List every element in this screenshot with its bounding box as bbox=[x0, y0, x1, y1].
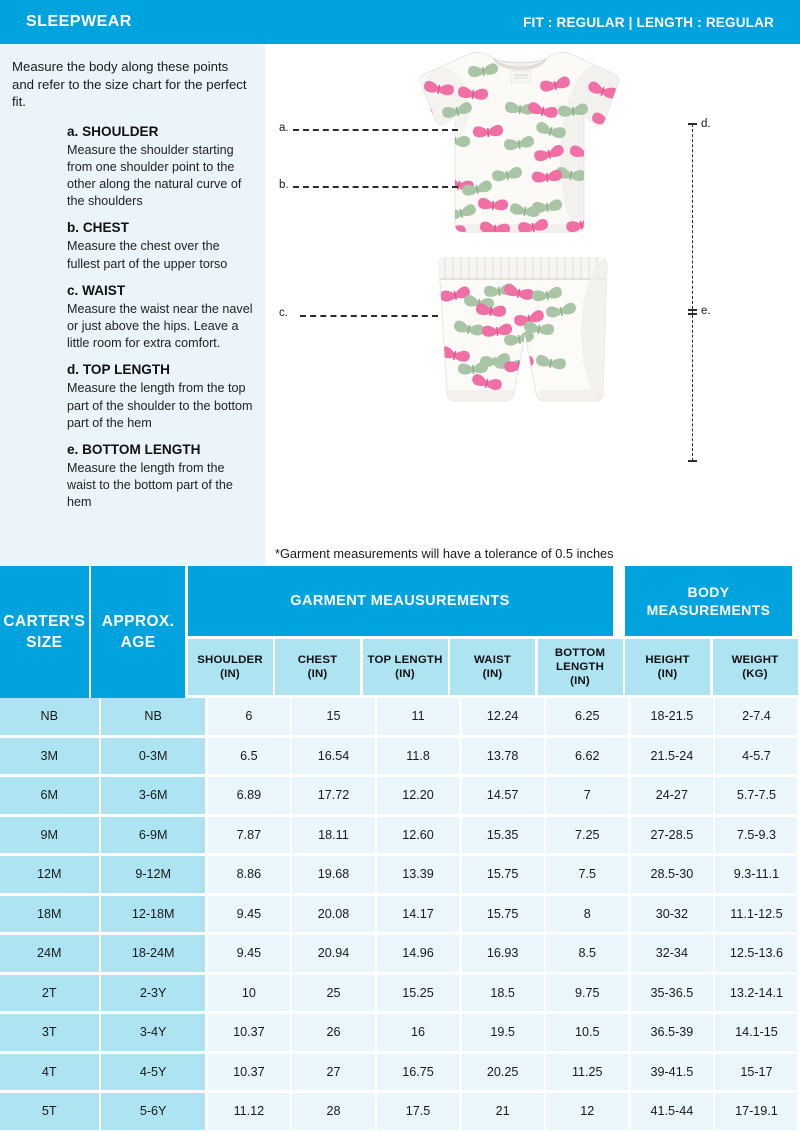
header-unit: (IN) bbox=[307, 668, 328, 680]
cell-weight: 14.1-15 bbox=[715, 1014, 797, 1051]
cell-waist: 16.93 bbox=[462, 935, 544, 972]
cell-age: 5-6Y bbox=[101, 1093, 205, 1130]
table-row bbox=[0, 1014, 800, 1054]
cell-chest: 19.68 bbox=[292, 856, 374, 893]
cell-shoulder: 10 bbox=[208, 975, 290, 1012]
bottom-length-measure-line bbox=[692, 310, 693, 461]
cell-bottom-length: 9.75 bbox=[546, 975, 628, 1012]
cell-shoulder: 6.5 bbox=[208, 738, 290, 775]
cell-waist: 15.35 bbox=[462, 817, 544, 854]
cell-age: 0-3M bbox=[101, 738, 205, 775]
cell-weight: 12.5-13.6 bbox=[715, 935, 797, 972]
cell-size: 3T bbox=[0, 1014, 99, 1051]
label-b: b. bbox=[279, 179, 289, 191]
instructions-panel bbox=[0, 44, 265, 566]
cell-shoulder: 6 bbox=[208, 698, 290, 735]
step-title: e. BOTTOM LENGTH bbox=[67, 441, 201, 457]
cell-top-length: 13.39 bbox=[377, 856, 459, 893]
step-body: Measure the length from the top part of the shoulder to the bottom part of the hem bbox=[67, 381, 253, 430]
cell-size: 3M bbox=[0, 738, 99, 775]
header-top-length bbox=[363, 639, 448, 695]
shorts-icon bbox=[433, 252, 633, 417]
cell-size: 12M bbox=[0, 856, 99, 893]
instructions-intro: Measure the body along these points and refer to the size chart for the perfect fit. bbox=[12, 59, 247, 109]
cell-top-length: 12.60 bbox=[377, 817, 459, 854]
garment-sub-header-row bbox=[188, 639, 626, 698]
cell-size: NB bbox=[0, 698, 99, 735]
cell-shoulder: 7.87 bbox=[208, 817, 290, 854]
cell-age: 2-3Y bbox=[101, 975, 205, 1012]
cell-chest: 25 bbox=[292, 975, 374, 1012]
cell-age: 9-12M bbox=[101, 856, 205, 893]
table-row bbox=[0, 856, 800, 896]
cell-waist: 15.75 bbox=[462, 896, 544, 933]
cell-height: 28.5-30 bbox=[631, 856, 713, 893]
cell-bottom-length: 8.5 bbox=[546, 935, 628, 972]
measurement-step-shoulder bbox=[67, 123, 253, 211]
header-text: HEIGHT bbox=[645, 654, 690, 666]
measurement-step-top-length bbox=[67, 361, 253, 432]
table-body bbox=[0, 698, 800, 1132]
cell-weight: 11.1-12.5 bbox=[715, 896, 797, 933]
waist-measure-line bbox=[300, 315, 438, 317]
cell-height: 39-41.5 bbox=[631, 1054, 713, 1091]
chest-measure-line bbox=[293, 186, 458, 188]
step-body: Measure the chest over the fullest part of the upper torso bbox=[67, 239, 228, 271]
cell-shoulder: 11.12 bbox=[208, 1093, 290, 1130]
header-unit: (KG) bbox=[742, 668, 768, 680]
cell-top-length: 11 bbox=[377, 698, 459, 735]
cell-age: 6-9M bbox=[101, 817, 205, 854]
label-e: e. bbox=[701, 305, 711, 317]
header-chest bbox=[275, 639, 360, 695]
tolerance-note: *Garment measurements will have a tolerance of 0.5 inches bbox=[275, 546, 614, 561]
cell-height: 35-36.5 bbox=[631, 975, 713, 1012]
cell-size: 9M bbox=[0, 817, 99, 854]
cell-chest: 18.11 bbox=[292, 817, 374, 854]
cell-chest: 15 bbox=[292, 698, 374, 735]
header-height bbox=[625, 639, 710, 695]
cell-top-length: 16 bbox=[377, 1014, 459, 1051]
cell-waist: 14.57 bbox=[462, 777, 544, 814]
header-approx-age: APPROX. AGE bbox=[91, 566, 185, 698]
table-row bbox=[0, 896, 800, 936]
cell-waist: 19.5 bbox=[462, 1014, 544, 1051]
table-row bbox=[0, 698, 800, 738]
table-row bbox=[0, 1054, 800, 1094]
cell-height: 32-34 bbox=[631, 935, 713, 972]
cell-size: 24M bbox=[0, 935, 99, 972]
tshirt-icon bbox=[415, 48, 660, 243]
cell-size: 6M bbox=[0, 777, 99, 814]
header-text: SHOULDER bbox=[197, 654, 263, 666]
cell-bottom-length: 6.25 bbox=[546, 698, 628, 735]
shorts-illustration bbox=[433, 252, 633, 417]
cell-chest: 27 bbox=[292, 1054, 374, 1091]
table-row bbox=[0, 935, 800, 975]
step-title: c. WAIST bbox=[67, 282, 126, 298]
header-text: TOP LENGTH bbox=[367, 654, 443, 666]
measurement-step-bottom-length bbox=[67, 441, 253, 512]
table-row bbox=[0, 817, 800, 857]
cell-age: 3-6M bbox=[101, 777, 205, 814]
cell-weight: 15-17 bbox=[715, 1054, 797, 1091]
step-title: b. CHEST bbox=[67, 220, 129, 236]
cell-top-length: 17.5 bbox=[377, 1093, 459, 1130]
step-body: Measure the waist near the navel or just above the hips. Leave a little room for extra comfort. bbox=[67, 301, 253, 351]
page-header-bar bbox=[0, 0, 800, 44]
cell-shoulder: 10.37 bbox=[208, 1014, 290, 1051]
header-weight bbox=[713, 639, 798, 695]
shoulder-measure-line bbox=[293, 129, 458, 131]
step-title: d. TOP LENGTH bbox=[67, 362, 170, 378]
header-unit: (IN) bbox=[482, 668, 503, 680]
label-a: a. bbox=[279, 122, 289, 134]
cell-height: 41.5-44 bbox=[631, 1093, 713, 1130]
header-text: WEIGHT bbox=[731, 654, 779, 666]
cell-chest: 20.08 bbox=[292, 896, 374, 933]
cell-top-length: 15.25 bbox=[377, 975, 459, 1012]
cell-bottom-length: 7 bbox=[546, 777, 628, 814]
header-unit: (IN) bbox=[395, 668, 415, 680]
cell-height: 36.5-39 bbox=[631, 1014, 713, 1051]
cell-chest: 28 bbox=[292, 1093, 374, 1130]
cell-age: 12-18M bbox=[101, 896, 205, 933]
cell-shoulder: 9.45 bbox=[208, 896, 290, 933]
table-header-row bbox=[0, 566, 800, 698]
cell-bottom-length: 7.5 bbox=[546, 856, 628, 893]
cell-age: 3-4Y bbox=[101, 1014, 205, 1051]
cell-size: 2T bbox=[0, 975, 99, 1012]
cell-chest: 20.94 bbox=[292, 935, 374, 972]
cell-bottom-length: 7.25 bbox=[546, 817, 628, 854]
cell-weight: 17-19.1 bbox=[715, 1093, 797, 1130]
cell-age: 18-24M bbox=[101, 935, 205, 972]
cell-weight: 7.5-9.3 bbox=[715, 817, 797, 854]
cell-top-length: 16.75 bbox=[377, 1054, 459, 1091]
cell-shoulder: 9.45 bbox=[208, 935, 290, 972]
table-row bbox=[0, 777, 800, 817]
page-title: SLEEPWEAR bbox=[26, 13, 132, 30]
tshirt-illustration bbox=[415, 48, 660, 243]
measurement-steps-list bbox=[12, 123, 253, 512]
cell-chest: 16.54 bbox=[292, 738, 374, 775]
cell-top-length: 11.8 bbox=[377, 738, 459, 775]
measurement-step-chest bbox=[67, 219, 253, 272]
cell-size: 5T bbox=[0, 1093, 99, 1130]
cell-bottom-length: 8 bbox=[546, 896, 628, 933]
header-garment-measurements: GARMENT MEAUSUREMENTS bbox=[188, 566, 613, 636]
garment-measurements-group bbox=[188, 566, 626, 698]
cell-weight: 9.3-11.1 bbox=[715, 856, 797, 893]
cell-waist: 12.24 bbox=[462, 698, 544, 735]
cell-size: 18M bbox=[0, 896, 99, 933]
header-bottom-length bbox=[538, 639, 623, 695]
cell-height: 18-21.5 bbox=[631, 698, 713, 735]
label-d: d. bbox=[701, 118, 711, 130]
body-sub-header-row bbox=[625, 639, 800, 698]
header-unit: (IN) bbox=[570, 675, 590, 687]
table-row bbox=[0, 975, 800, 1015]
cell-weight: 4-5.7 bbox=[715, 738, 797, 775]
top-length-measure-line bbox=[692, 124, 693, 314]
cell-age: NB bbox=[101, 698, 205, 735]
cell-top-length: 14.17 bbox=[377, 896, 459, 933]
cell-top-length: 12.20 bbox=[377, 777, 459, 814]
cell-chest: 17.72 bbox=[292, 777, 374, 814]
cell-waist: 18.5 bbox=[462, 975, 544, 1012]
header-text: BOTTOM LENGTH bbox=[554, 647, 606, 673]
size-chart-table bbox=[0, 566, 800, 1132]
header-carters-size: CARTER'S SIZE bbox=[0, 566, 89, 698]
cell-height: 21.5-24 bbox=[631, 738, 713, 775]
cell-chest: 26 bbox=[292, 1014, 374, 1051]
header-shoulder bbox=[188, 639, 273, 695]
cell-shoulder: 6.89 bbox=[208, 777, 290, 814]
header-text: WAIST bbox=[473, 654, 512, 666]
cell-age: 4-5Y bbox=[101, 1054, 205, 1091]
table-row bbox=[0, 1093, 800, 1132]
bottom-length-cap-lower bbox=[688, 460, 697, 462]
cell-bottom-length: 6.62 bbox=[546, 738, 628, 775]
body-measurements-group bbox=[625, 566, 800, 698]
step-body: Measure the shoulder starting from one shoulder point to the other along the natural curve of the shoulders bbox=[67, 142, 242, 209]
header-unit: (IN) bbox=[657, 668, 678, 680]
cell-weight: 2-7.4 bbox=[715, 698, 797, 735]
measurement-step-waist bbox=[67, 282, 253, 353]
cell-waist: 20.25 bbox=[462, 1054, 544, 1091]
header-unit: (IN) bbox=[220, 668, 240, 680]
cell-height: 30-32 bbox=[631, 896, 713, 933]
fit-length-info: FIT : REGULAR | LENGTH : REGULAR bbox=[523, 14, 774, 30]
cell-shoulder: 10.37 bbox=[208, 1054, 290, 1091]
cell-waist: 15.75 bbox=[462, 856, 544, 893]
cell-height: 24-27 bbox=[631, 777, 713, 814]
cell-top-length: 14.96 bbox=[377, 935, 459, 972]
cell-weight: 13.2-14.1 bbox=[715, 975, 797, 1012]
cell-height: 27-28.5 bbox=[631, 817, 713, 854]
header-body-measurements: BODY MEASUREMENTS bbox=[625, 566, 792, 636]
cell-bottom-length: 11.25 bbox=[546, 1054, 628, 1091]
cell-weight: 5.7-7.5 bbox=[715, 777, 797, 814]
table-row bbox=[0, 738, 800, 778]
cell-bottom-length: 10.5 bbox=[546, 1014, 628, 1051]
cell-size: 4T bbox=[0, 1054, 99, 1091]
cell-bottom-length: 12 bbox=[546, 1093, 628, 1130]
cell-shoulder: 8.86 bbox=[208, 856, 290, 893]
cell-waist: 21 bbox=[462, 1093, 544, 1130]
header-waist bbox=[450, 639, 535, 695]
step-title: a. SHOULDER bbox=[67, 123, 159, 139]
header-text: CHEST bbox=[297, 654, 338, 666]
step-body: Measure the length from the waist to the bottom part of the hem bbox=[67, 460, 233, 510]
cell-waist: 13.78 bbox=[462, 738, 544, 775]
garment-diagram bbox=[265, 44, 800, 566]
label-c: c. bbox=[279, 307, 288, 319]
